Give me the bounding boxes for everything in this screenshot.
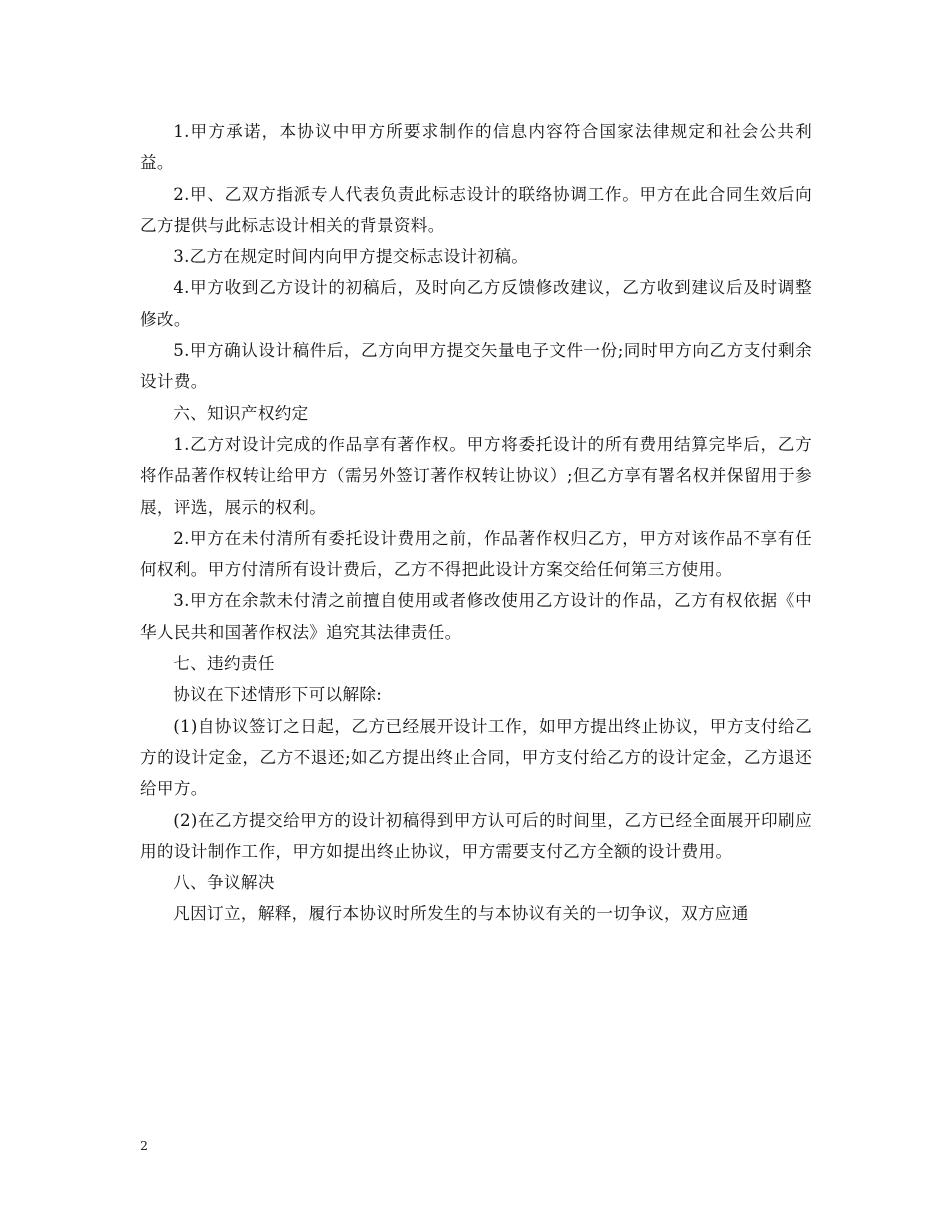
clause-5-3: 3.乙方在规定时间内向甲方提交标志设计初稿。 — [173, 247, 529, 267]
dispute-clause: 凡因订立，解释，履行本协议时所发生的与本协议有关的一切争议，双方应通 — [173, 904, 749, 924]
document-body — [140, 116, 812, 930]
clause-6-2: 2.甲方在未付清所有委托设计费用之前，作品著作权归乙方，甲方对该作品不享有任何权利。甲方付清所有设计费后，乙方不得把此设计方案交给任何第三方使用。 — [140, 528, 812, 580]
termination-case-1: (1)自协议签订之日起，乙方已经展开设计工作，如甲方提出终止协议，甲方支付给乙方的设计定金，乙方不退还;如乙方提出终止合同，甲方支付给乙方的设计定金，乙方退还给甲方。 — [140, 716, 812, 799]
section-heading-dispute: 八、争议解决 — [173, 873, 275, 893]
clause-5-2: 2.甲、乙双方指派专人代表负责此标志设计的联络协调工作。甲方在此合同生效后向乙方提供与此标志设计相关的背景资料。 — [140, 184, 812, 235]
clause-6-1: 1.乙方对设计完成的作品享有著作权。甲方将委托设计的所有费用结算完毕后，乙方将作品著作权转让给甲方（需另外签订著作权转让协议）;但乙方享有署名权并保留用于参展，评选，展示的权利。 — [140, 434, 812, 517]
clause-6-3: 3.甲方在余款未付清之前擅自使用或者修改使用乙方设计的作品，乙方有权依据《中华人民共和国著作权法》追究其法律责任。 — [140, 591, 812, 642]
termination-case-2: (2)在乙方提交给甲方的设计初稿得到甲方认可后的时间里，乙方已经全面展开印刷应用的设计制作工作，甲方如提出终止协议，甲方需要支付乙方全额的设计费用。 — [140, 810, 812, 861]
clause-5-1: 1.甲方承诺，本协议中甲方所要求制作的信息内容符合国家法律规定和社会公共利益。 — [140, 122, 812, 173]
section-heading-breach: 七、违约责任 — [173, 654, 275, 674]
clause-5-5: 5.甲方确认设计稿件后，乙方向甲方提交矢量电子文件一份;同时甲方向乙方支付剩余设计费。 — [140, 341, 812, 392]
section-heading-ip: 六、知识产权约定 — [173, 403, 309, 423]
clause-5-4: 4.甲方收到乙方设计的初稿后，及时向乙方反馈修改建议，乙方收到建议后及时调整修改。 — [140, 278, 812, 329]
termination-intro: 协议在下述情形下可以解除: — [173, 685, 383, 705]
page-number: 2 — [140, 1138, 148, 1153]
